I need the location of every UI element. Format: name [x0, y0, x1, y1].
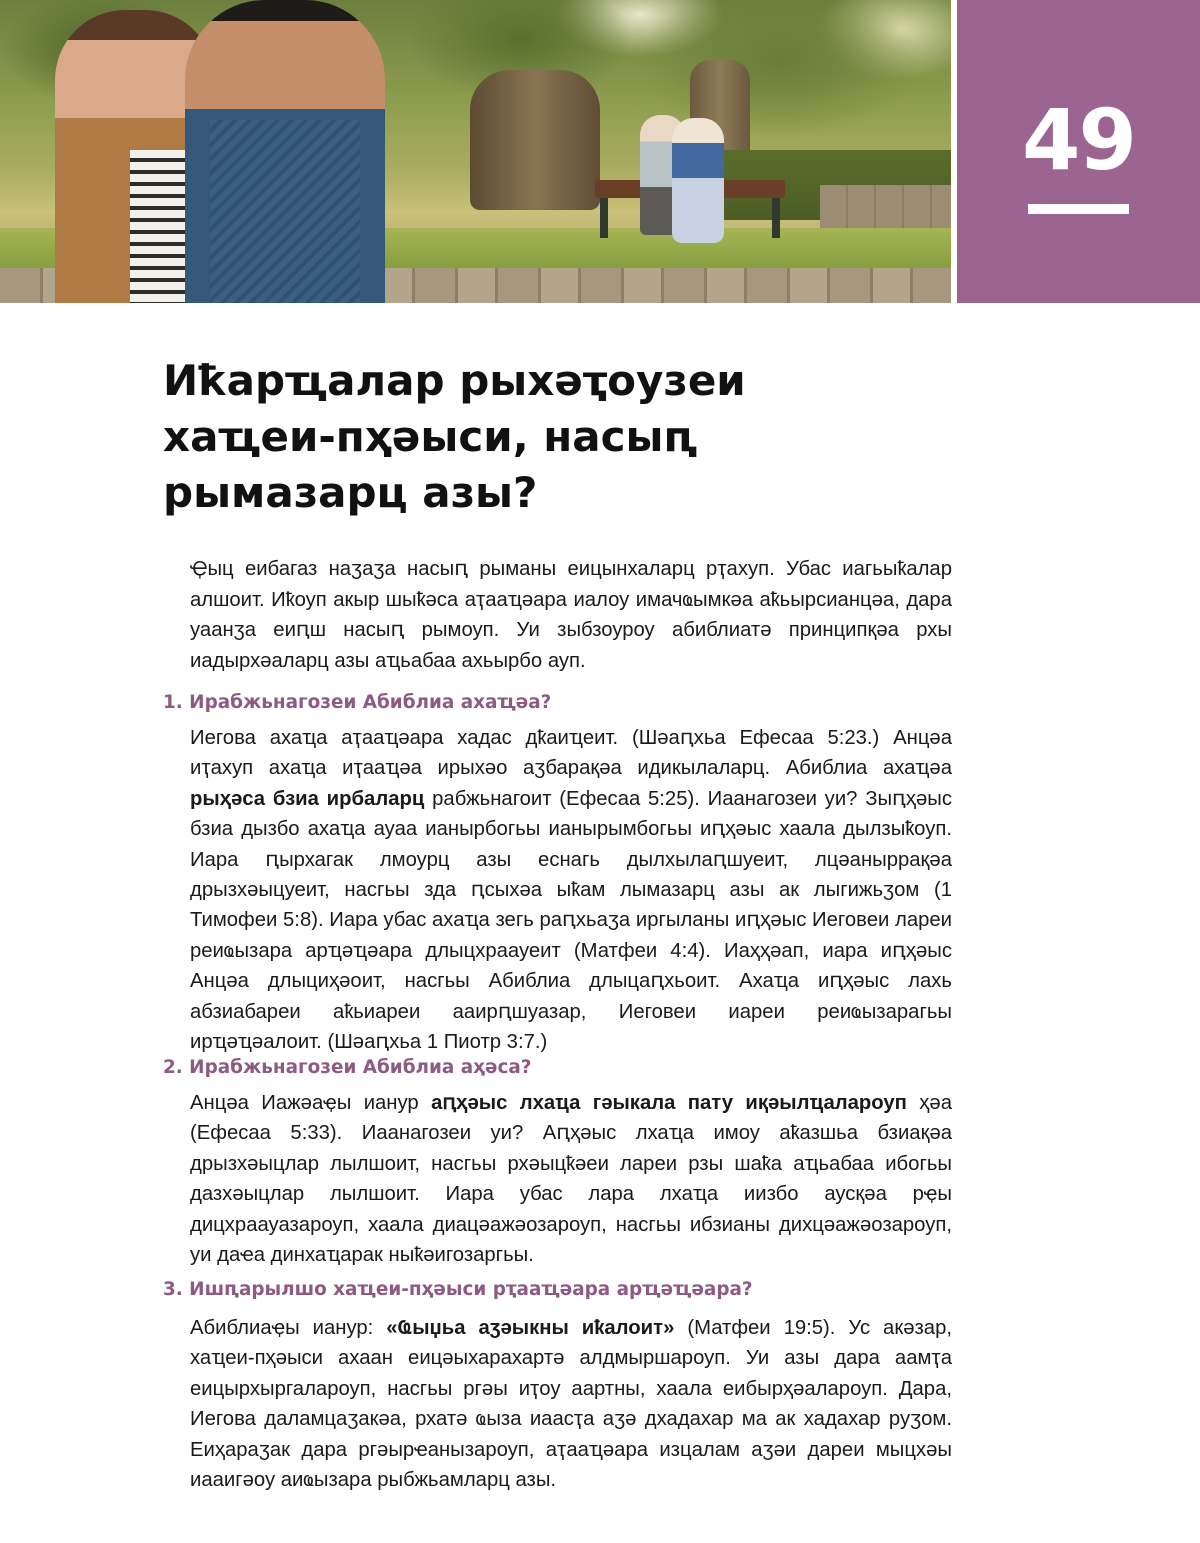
question-heading-1: 1. Ирабжьнагозеи Абиблиа ахаҵәа?	[163, 692, 552, 713]
page-title: Иҟарҵалар рыхәҭоузеи хаҵеи-пҳәыси, насыԥ рымазарц азы?	[163, 356, 746, 517]
garden-wall	[820, 185, 951, 230]
section-1-paragraph: Иегова ахаҵа аҭааҵәара хадас дҟаиҵеит. (Шәаԥхьа Ефесаа 5:23.) Анцәа иҭахуп ахаҵа иҭааҵәа ирыхәо аӡбарақәа идикылаларц. Абиблиа ахаҵәа рыҳәса бзиа ирбаларц рабжьнагоит (Ефесаа 5:25). Иаанагозеи уи? Зыԥҳәыс бзиа дызбо ахаҵа ауаа ианырбогьы ианырымбогьы иԥҳәыс хаала дылзыҟоуп. Иара ԥырхагак лмоурц азы еснагь дылхылаԥшуеит, лцәаныррақәа дрызхәыцуеит, насгьы зда ԥсыхәа ыҟам лымазарц азы ак лыгижьӡом (1 Тимофеи 5:8). Иара убас ахаҵа зегь раԥхьаӡа иргыланы иԥҳәыс Иеговеи лареи реиҩызара арҵәҵәара длыцхраауеит (Матфеи 4:4). Иаҳҳәап, иара иԥҳәыс Анцәа длыциҳәоит, насгьы Абиблиа длыцаԥхьоит. Ахаҵа иԥҳәыс лахь абзиабареи аҟьиареи ааирԥшуазар, Иеговеи иареи реиҩызарагьы ирҵәҵәалоит. (Шәаԥхьа 1 Пиотр 3:7.)	[190, 727, 952, 1054]
question-heading-3: 3. Ишԥарылшо хаҵеи-пҳәыси рҭааҵәара арҵәҵәара?	[163, 1279, 753, 1300]
section-2-paragraph: Анцәа Иажәаҿы ианур аԥҳәыс лхаҵа гәыкала пату иқәылҵалароуп ҳәа (Ефесаа 5:33). Иаанагозеи уи? Аԥҳәыс лхаҵа имоу аҟазшьа бзиақәа дрызхәыцлар лылшоит, насгьы рхәыцҟәеи лареи рзы шаҟа аҵьабаа ибогьы дазхәыцлар лылшоит. Иара убас лара лхаҵа иизбо аусқәа рҿы дицхраауазароуп, хаала диацәажәозароуп, насгьы ибзианы дихцәажәозароуп, уи даҽа динхаҵарак ныҟәигозаргьы.	[190, 1092, 952, 1267]
lesson-number-underline	[1028, 204, 1129, 214]
tree-trunk	[470, 70, 600, 210]
lesson-number-panel	[957, 0, 1200, 303]
section-3-paragraph: Абиблиаҿы ианур: «Ҩыџьа аӡәыкны иҟалоит» (Матфеи 19:5). Ус акәзар, хаҵеи-пҳәыси ахаан еицәыхарахартә алдмыршароуп. Уи азы дара аамҭа еицырхыргалароуп, насгьы ргәы иҭоу аартны, хаала еибырҳәалароуп. Дара, Иегова даламцаӡакәа, рхатә ҩыза иаасҭа аӡә дхадахар ма ак хадахар руӡом. Еиҳараӡак дара ргәырҽанызароуп, аҭааҵәара изцалам аӡәи дареи мыцхәы иааигәоу аиҩызара рыбжьамларц азы.	[190, 1317, 952, 1492]
elderly-woman-figure	[672, 118, 724, 243]
emphasis-text: аԥҳәыс лхаҵа гәыкала пату иқәылҵалароуп	[431, 1092, 907, 1114]
question-heading-2: 2. Ирабжьнагозеи Абиблиа аҳәса?	[163, 1057, 532, 1078]
emphasis-text: рыҳәса бзиа ирбаларц	[190, 787, 425, 810]
intro-paragraph: Ҿыц еибагаз наӡаӡа насыԥ рыманы еицынхаларц рҭахуп. Убас иагьыҟалар алшоит. Иҟоуп акыр шыҟәса аҭааҵәара иалоу имачҩымкәа аҟьырсианцәа, дара уаанӡа еиԥш насыԥ рымоуп. Уи зыбзоуроу абиблиатә принципқәа рхы иадырхәаларц азы аҵьабаа ахьырбо ауп.	[190, 558, 952, 672]
emphasis-text: «Ҩыџьа аӡәыкны иҟалоит»	[386, 1317, 675, 1339]
young-man-figure	[185, 0, 385, 303]
hero-photo	[0, 0, 951, 303]
lesson-number: 49	[1022, 91, 1135, 189]
